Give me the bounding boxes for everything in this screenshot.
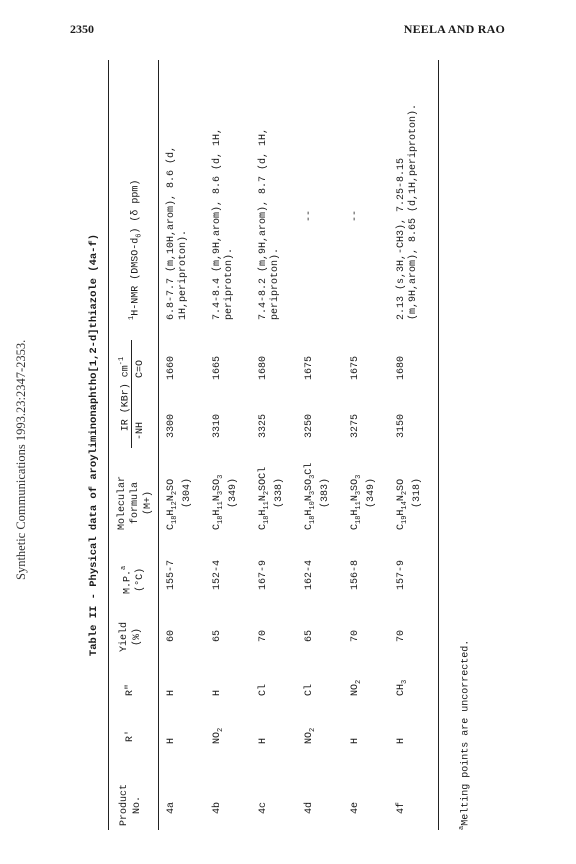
page-number: 2350 — [70, 22, 94, 36]
cell-co: 1660 — [166, 355, 177, 380]
cell-r2: $NO_2$ — [350, 679, 363, 696]
cell-product-no: 4c — [258, 801, 269, 814]
cell-yield: 60 — [166, 629, 177, 642]
header-mp: M.P.$^a$ (°C) — [120, 565, 147, 594]
cell-product-no: 4d — [304, 801, 315, 814]
cell-mplus: (318) — [412, 477, 423, 508]
cell-mplus: (304) — [182, 477, 193, 508]
cell-formula: $C_{18}H_{10}N_3SO_3Cl$ — [304, 462, 317, 530]
cell-co: 1680 — [258, 355, 269, 380]
cell-nh: 3250 — [304, 413, 315, 438]
cell-yield: 70 — [396, 629, 407, 642]
cell-mplus: (383) — [320, 477, 331, 508]
cell-nh: 3310 — [212, 413, 223, 438]
header-co: C=O — [135, 359, 146, 378]
cell-mp: 162-4 — [304, 559, 315, 590]
cell-r1: $NO_2$ — [304, 727, 317, 744]
cell-mp: 152-4 — [212, 559, 223, 590]
cell-yield: 70 — [350, 629, 361, 642]
cell-formula: $C_{18}H_{11}N_2SOCl$ — [258, 466, 271, 530]
cell-nmr: 7.4-8.4 (m,9H,arom), 8.6 (d, 1H, periproton). — [212, 127, 235, 320]
table-bottom-rule — [438, 60, 439, 830]
header-r1: R' — [125, 729, 136, 742]
cell-mp: 156-8 — [350, 559, 361, 590]
cell-mplus: (338) — [274, 477, 285, 508]
cell-nmr: -- — [350, 209, 361, 222]
citation-sidebar: Synthetic Communications 1993.23:2347-2353. — [14, 339, 28, 580]
cell-nmr: 2.13 (s,3H,-CH3), 7.25-8.15 (m,9H,arom), 8.65 (d,1H,periproton). — [396, 103, 419, 320]
cell-nh: 3150 — [396, 413, 407, 438]
cell-nmr: 6.8-7.7 (m,10H,arom), 8.6 (d, 1H,periproton). — [166, 145, 189, 320]
cell-nh: 3325 — [258, 413, 269, 438]
cell-formula: $C_{18}H_{11}N_3SO_3$ — [350, 474, 363, 530]
table-top-rule — [108, 60, 109, 830]
cell-nmr: -- — [304, 209, 315, 222]
header-r2: R" — [125, 683, 136, 696]
running-head: NEELA AND RAO — [403, 22, 505, 36]
cell-formula: $C_{18}H_{11}N_3SO_3$ — [212, 474, 225, 530]
cell-co: 1665 — [212, 355, 223, 380]
header-bottom-rule — [158, 60, 159, 830]
cell-product-no: 4f — [396, 801, 407, 814]
cell-r1: $NO_2$ — [212, 727, 225, 744]
cell-nh: 3300 — [166, 413, 177, 438]
cell-yield: 70 — [258, 629, 269, 642]
ir-subrule — [131, 340, 132, 448]
cell-mp: 155-7 — [166, 559, 177, 590]
header-product: Product No. — [119, 783, 143, 826]
cell-r2: H — [212, 689, 223, 696]
cell-product-no: 4e — [350, 801, 361, 814]
header-formula: Molecular formula (M+) — [117, 475, 154, 530]
header-ir: IR (KBr) $cm^{-1}$ — [118, 356, 132, 432]
cell-r1: H — [396, 737, 407, 744]
header-nh: -NH — [135, 421, 146, 440]
table-title: Table II - Physical data of aroyliminonaphtho[1,2-d]thiazole (4a-f) — [88, 233, 100, 657]
cell-r2: H — [166, 689, 177, 696]
cell-formula: $C_{19}H_{14}N_2SO$ — [396, 478, 409, 530]
cell-product-no: 4b — [212, 801, 223, 814]
cell-mplus: (349) — [366, 477, 377, 508]
cell-nmr: 7.4-8.2 (m,9H,arom), 8.7 (d, 1H, periproton). — [258, 127, 281, 320]
cell-nh: 3275 — [350, 413, 361, 438]
cell-mplus: (349) — [228, 477, 239, 508]
footnote: $^a$Melting points are uncorrected. — [458, 639, 472, 830]
cell-yield: 65 — [212, 629, 223, 642]
header-yield: Yield (%) — [119, 621, 143, 652]
cell-product-no: 4a — [166, 801, 177, 814]
cell-r2: $CH_3$ — [396, 679, 409, 696]
cell-r1: H — [258, 737, 269, 744]
cell-r2: Cl — [304, 683, 315, 696]
cell-r2: Cl — [258, 683, 269, 696]
header-nmr: $^1$H-NMR $(DMSO-d_6)$ (δ ppm) — [128, 179, 144, 320]
cell-r1: H — [350, 737, 361, 744]
cell-mp: 167-9 — [258, 559, 269, 590]
cell-mp: 157-9 — [396, 559, 407, 590]
cell-co: 1675 — [304, 355, 315, 380]
cell-r1: H — [166, 737, 177, 744]
cell-yield: 65 — [304, 629, 315, 642]
cell-co: 1675 — [350, 355, 361, 380]
physical-data-table — [88, 60, 488, 830]
cell-co: 1680 — [396, 355, 407, 380]
cell-formula: $C_{18}H_{12}N_2SO$ — [166, 478, 179, 530]
